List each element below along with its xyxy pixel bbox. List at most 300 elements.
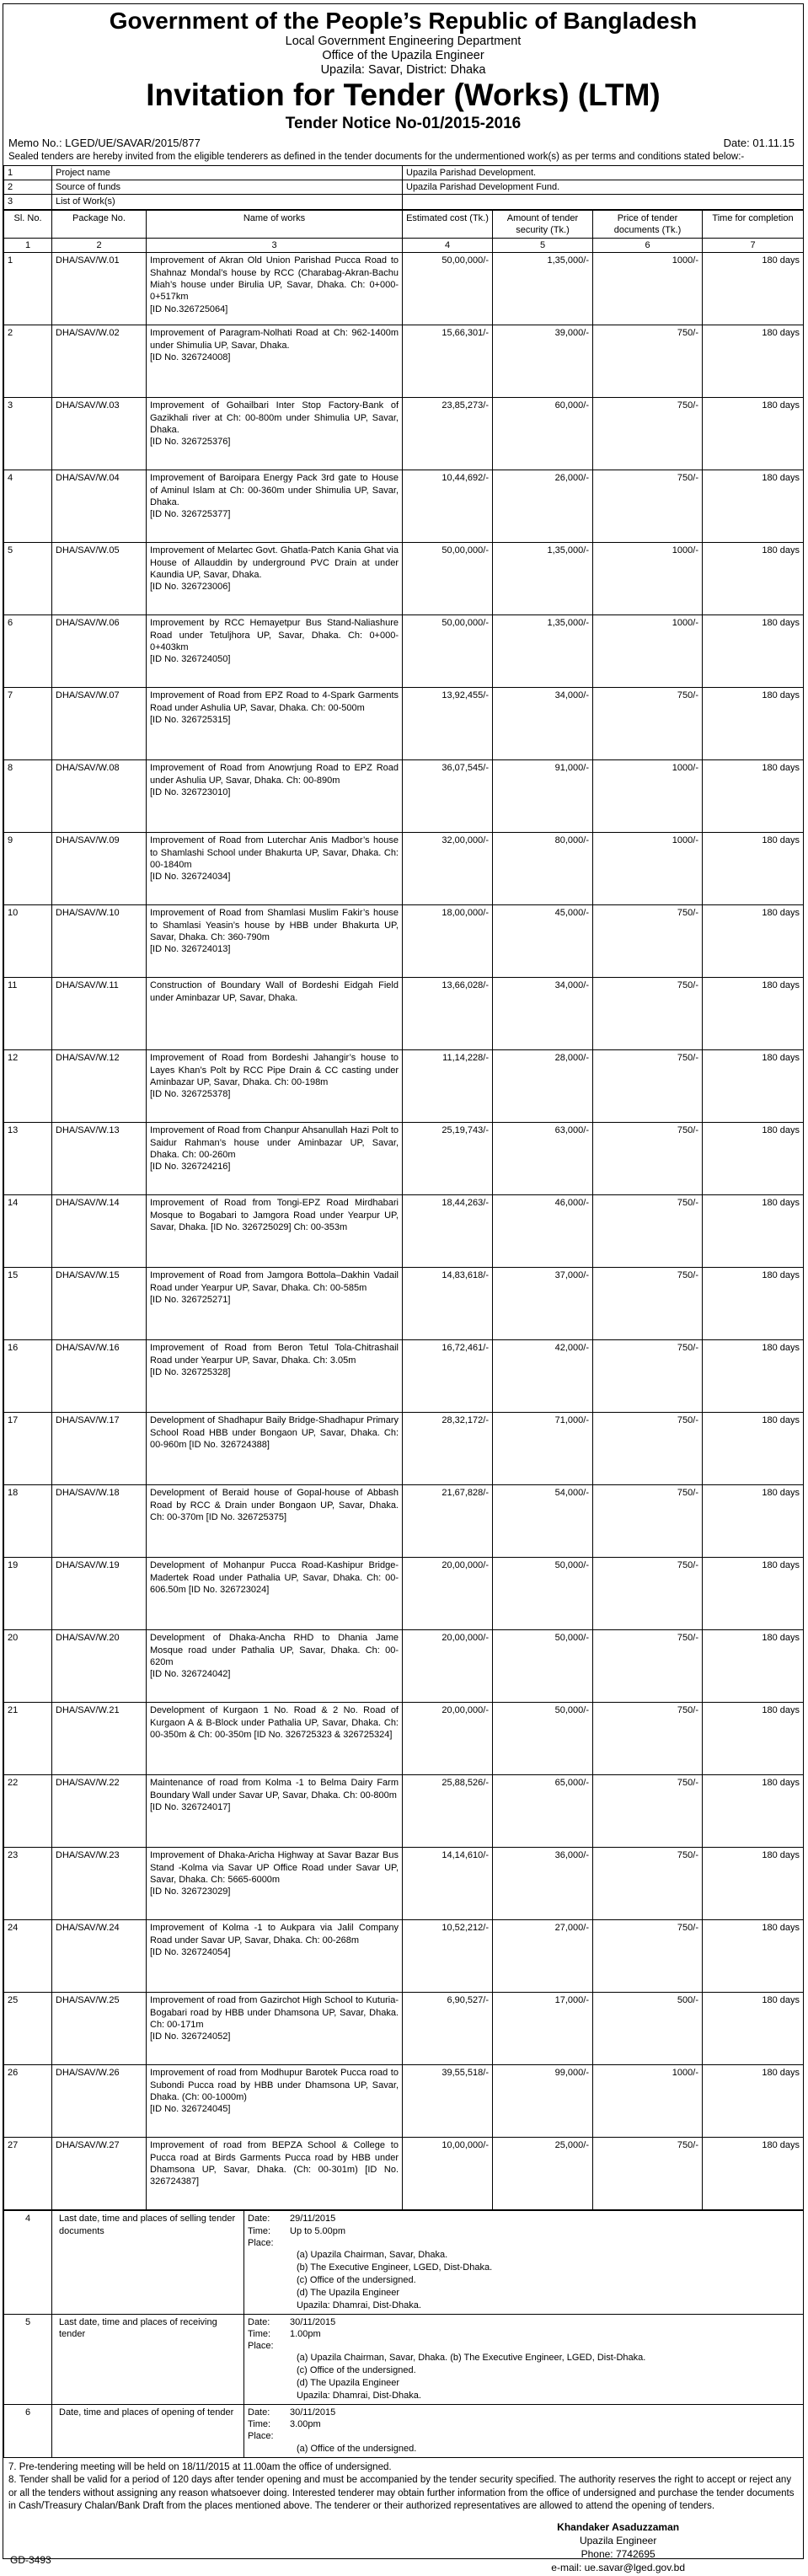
work-name-cell	[147, 1413, 403, 1485]
work-sl: 20	[4, 1630, 52, 1703]
work-id: [ID No. 326725315]	[150, 715, 231, 726]
work-id: [ID No. 326723029]	[150, 1886, 231, 1897]
work-id: [ID No. 326724216]	[150, 1162, 231, 1173]
work-price: 750/-	[593, 978, 703, 1050]
work-cost: 36,07,545/-	[403, 760, 493, 833]
work-name-cell	[147, 2138, 403, 2210]
work-name: Development of Dhaka-Ancha RHD to Dhania Jame Mosque road under Pathalia UP, Savar, Dhaka. Ch: 00-620m	[150, 1633, 399, 1668]
work-name-cell	[147, 1485, 403, 1558]
work-time: 180 days	[703, 978, 804, 1050]
schedule-place-item: (b) The Executive Engineer, LGED, Dist-Dhaka.	[297, 2262, 493, 2273]
work-cost: 18,44,263/-	[403, 1195, 493, 1268]
table-row	[4, 1340, 804, 1413]
work-security: 45,000/-	[493, 905, 593, 978]
work-name: Improvement of road from BEPZA School & College to Pucca road at Birds Garments Pucca road by HBB under Dhamsona UP, Savar, Dhaka. (Ch: 00-301m) [ID No. 326724387]	[150, 2140, 399, 2187]
table-row	[4, 1630, 804, 1703]
work-id: [ID No. 326724013]	[150, 944, 231, 955]
work-cost: 21,67,828/-	[403, 1485, 493, 1558]
signer-email: e-mail: ue.savar@lged.gov.bd	[551, 2562, 685, 2574]
work-time: 180 days	[703, 905, 804, 978]
table-row	[4, 1558, 804, 1630]
work-package: DHA/SAV/W.11	[52, 978, 147, 1050]
work-time: 180 days	[703, 1920, 804, 1993]
work-name: Improvement of Gohailbari Inter Stop Factory-Bank of Gazikhali river at Ch: 00-800m under Shimulia UP, Savar, Dhaka.	[150, 400, 399, 436]
work-name-cell	[147, 1123, 403, 1195]
schedule-date-row	[248, 2213, 800, 2224]
notes	[8, 2461, 798, 2514]
government-title: Government of the People’s Republic of Bangladesh	[109, 8, 698, 34]
work-security: 71,000/-	[493, 1413, 593, 1485]
work-sl: 18	[4, 1485, 52, 1558]
work-sl: 16	[4, 1340, 52, 1413]
schedule-row	[4, 2211, 804, 2314]
work-time: 180 days	[703, 760, 804, 833]
work-name-cell	[147, 1630, 403, 1703]
work-cost: 11,14,228/-	[403, 1050, 493, 1123]
work-name-cell	[147, 1775, 403, 1848]
table-row	[4, 1123, 804, 1195]
work-package: DHA/SAV/W.13	[52, 1123, 147, 1195]
work-cost: 16,72,461/-	[403, 1340, 493, 1413]
work-name: Improvement of Road from Anowrjung Road to EPZ Road under Ashulia UP, Savar, Dhaka. Ch: 00-890m	[150, 763, 399, 786]
work-package: DHA/SAV/W.25	[52, 1993, 147, 2065]
work-package: DHA/SAV/W.02	[52, 325, 147, 398]
work-security: 80,000/-	[493, 833, 593, 905]
work-time: 180 days	[703, 1340, 804, 1413]
table-row	[4, 2138, 804, 2210]
work-name: Improvement of Road from Shamlasi Muslim Fakir’s house to Shamlasi Yeasin’s house by HBB under Bhakurta UP, Savar, Dhaka. Ch: 360-790m	[150, 908, 399, 943]
work-cost: 18,00,000/-	[403, 905, 493, 978]
col-package: Package No.	[52, 210, 147, 239]
work-cost: 50,00,000/-	[403, 253, 493, 325]
schedule-number: 5	[4, 2314, 52, 2404]
work-name: Construction of Boundary Wall of Bordeshi Eidgah Field under Aminbazar UP, Savar, Dhaka.	[150, 980, 399, 1003]
work-price: 750/-	[593, 1195, 703, 1268]
work-sl: 4	[4, 470, 52, 543]
work-package: DHA/SAV/W.17	[52, 1413, 147, 1485]
table-row	[4, 615, 804, 688]
schedule-date-row	[248, 2316, 800, 2328]
footer-code: GD-3493	[10, 2553, 51, 2566]
work-price: 1000/-	[593, 615, 703, 688]
work-price: 750/-	[593, 1558, 703, 1630]
work-sl: 9	[4, 833, 52, 905]
work-price: 1000/-	[593, 253, 703, 325]
work-cost: 6,90,527/-	[403, 1993, 493, 2065]
schedule-number: 6	[4, 2404, 52, 2457]
work-price: 1000/-	[593, 760, 703, 833]
info-number: 2	[4, 180, 52, 194]
work-name-cell	[147, 2065, 403, 2138]
schedule-place-item: (c) Office of the undersigned.	[297, 2365, 416, 2376]
work-name-cell	[147, 905, 403, 978]
work-name: Improvement of Road from Beron Tetul Tola-Chitrashail Road under Yearpur UP, Savar, Dhaka. Ch: 3.05m	[150, 1343, 399, 1366]
work-cost: 20,00,000/-	[403, 1703, 493, 1775]
work-sl: 15	[4, 1268, 52, 1340]
schedule-time-row	[248, 2328, 800, 2340]
work-time: 180 days	[703, 1848, 804, 1920]
schedule-time-row	[248, 2225, 800, 2237]
work-package: DHA/SAV/W.14	[52, 1195, 147, 1268]
work-price: 750/-	[593, 688, 703, 760]
work-name: Development of Mohanpur Pucca Road-Kashipur Bridge-Madertek Road under Pathalia UP, Savar, Dhaka. Ch: 00-606.50m [ID No. 326723024]	[150, 1560, 399, 1596]
work-time: 180 days	[703, 1703, 804, 1775]
table-row	[4, 905, 804, 978]
schedule-time-row	[248, 2418, 800, 2430]
intro-text: Sealed tenders are hereby invited from the eligible tenderers as defined in the tender documents for the undermentioned work(s) as per terms and conditions stated below:-	[8, 151, 745, 162]
work-id: [ID No. 326725271]	[150, 1295, 231, 1306]
work-cost: 14,83,618/-	[403, 1268, 493, 1340]
schedule-date: 29/11/2015	[290, 2214, 336, 2224]
table-row	[4, 1413, 804, 1485]
info-value: Upazila Parishad Development Fund.	[403, 180, 804, 194]
col-cost: Estimated cost (Tk.)	[403, 210, 493, 239]
table-row	[4, 1775, 804, 1848]
work-price: 750/-	[593, 470, 703, 543]
work-name: Improvement of Baroipara Energy Pack 3rd gate to House of Aminul Islam at Ch: 00-360m under Shimulia UP, Savar, Dhaka.	[150, 473, 399, 508]
signature-block	[551, 2520, 685, 2575]
work-package: DHA/SAV/W.01	[52, 253, 147, 325]
work-id: [ID No. 326725378]	[150, 1089, 231, 1100]
department-name: Local Government Engineering Department	[285, 35, 522, 49]
work-name-cell	[147, 1703, 403, 1775]
schedule-place-item: (a) Office of the undersigned.	[297, 2443, 417, 2454]
table-row	[4, 253, 804, 325]
page-title: Invitation for Tender (Works) (LTM)	[146, 78, 661, 113]
work-package: DHA/SAV/W.06	[52, 615, 147, 688]
work-time: 180 days	[703, 1993, 804, 2065]
work-security: 91,000/-	[493, 760, 593, 833]
work-price: 750/-	[593, 1123, 703, 1195]
schedule-place-blank	[290, 2340, 800, 2352]
work-price: 750/-	[593, 1050, 703, 1123]
work-sl: 5	[4, 543, 52, 615]
work-sl: 3	[4, 398, 52, 470]
work-cost: 32,00,000/-	[403, 833, 493, 905]
schedule-places	[248, 2249, 800, 2311]
work-cost: 25,88,526/-	[403, 1775, 493, 1848]
col-number: 6	[593, 239, 703, 253]
work-package: DHA/SAV/W.22	[52, 1775, 147, 1848]
work-sl: 6	[4, 615, 52, 688]
schedule-place-item: (c) Office of the undersigned.	[297, 2275, 416, 2286]
schedule-date: 30/11/2015	[290, 2316, 336, 2327]
work-package: DHA/SAV/W.10	[52, 905, 147, 978]
work-cost: 25,19,743/-	[403, 1123, 493, 1195]
work-time: 180 days	[703, 1195, 804, 1268]
memo-number: Memo No.: LGED/UE/SAVAR/2015/877	[8, 136, 201, 149]
work-sl: 12	[4, 1050, 52, 1123]
work-sl: 22	[4, 1775, 52, 1848]
work-security: 34,000/-	[493, 688, 593, 760]
work-name-cell	[147, 688, 403, 760]
work-name: Improvement of Road from EPZ Road to 4-Spark Garments Road under Ashulia UP, Savar, Dhaka. Ch: 00-500m	[150, 690, 399, 713]
work-time: 180 days	[703, 1268, 804, 1340]
col-name: Name of works	[147, 210, 403, 239]
work-sl: 2	[4, 325, 52, 398]
work-package: DHA/SAV/W.03	[52, 398, 147, 470]
schedule-details	[244, 2404, 804, 2457]
col-time: Time for completion	[703, 210, 804, 239]
work-time: 180 days	[703, 253, 804, 325]
work-id: [ID No. 326724034]	[150, 872, 231, 883]
work-name: Maintenance of road from Kolma -1 to Belma Dairy Farm Boundary Wall under Savar UP, Savar, Dhaka. Ch: 00-800m	[150, 1778, 399, 1801]
schedule-place-item: (a) Upazila Chairman, Savar, Dhaka. (b) The Executive Engineer, LGED, Dist-Dhaka.	[297, 2353, 646, 2364]
work-cost: 39,55,518/-	[403, 2065, 493, 2138]
schedule-row	[4, 2314, 804, 2404]
work-name-cell	[147, 1195, 403, 1268]
work-package: DHA/SAV/W.12	[52, 1050, 147, 1123]
col-number: 5	[493, 239, 593, 253]
work-id: [ID No.326725064]	[150, 303, 228, 314]
info-label: Project name	[52, 165, 403, 180]
office-location: Upazila: Savar, District: Dhaka	[320, 62, 486, 77]
work-name: Development of Kurgaon 1 No. Road & 2 No. Road of Kurgaon A & B-Block under Pathalia UP, Savar, Dhaka. Ch: 00-350m & Ch: 00-350m [ID No. 326725323 & 326725324]	[150, 1705, 399, 1741]
work-security: 37,000/-	[493, 1268, 593, 1340]
col-number: 7	[703, 239, 804, 253]
work-price: 750/-	[593, 1630, 703, 1703]
schedule-place-row	[248, 2430, 800, 2442]
schedule-label: Date, time and places of opening of tender	[52, 2404, 244, 2457]
work-name-cell	[147, 253, 403, 325]
work-name: Improvement by RCC Hemayetpur Bus Stand-Naliashure Road under Tetuljhora UP, Savar, Dhaka. Ch: 0+000-0+403km	[150, 618, 399, 653]
schedule-places	[248, 2352, 800, 2402]
work-package: DHA/SAV/W.08	[52, 760, 147, 833]
work-cost: 13,92,455/-	[403, 688, 493, 760]
work-time: 180 days	[703, 1050, 804, 1123]
work-name-cell	[147, 470, 403, 543]
table-row	[4, 470, 804, 543]
work-security: 1,35,000/-	[493, 615, 593, 688]
work-sl: 26	[4, 2065, 52, 2138]
table-row	[4, 1195, 804, 1268]
work-cost: 50,00,000/-	[403, 543, 493, 615]
table-row	[4, 1703, 804, 1775]
work-price: 750/-	[593, 1268, 703, 1340]
schedule-place-item: (a) Upazila Chairman, Savar, Dhaka.	[297, 2250, 448, 2261]
work-time: 180 days	[703, 2138, 804, 2210]
work-name: Improvement of road from Gazirchot High School to Kuturia- Bogabari road by HBB under Dhamsona UP, Savar, Dhaka. Ch: 00-171m	[150, 1995, 399, 2031]
work-security: 60,000/-	[493, 398, 593, 470]
work-name: Improvement of Road from Jamgora Bottola–Dakhin Vadail Road under Yearpur UP, Savar, Dhaka. Ch: 00-585m	[150, 1270, 399, 1293]
work-sl: 27	[4, 2138, 52, 2210]
work-id: [ID No. 326724052]	[150, 2031, 231, 2042]
col-security: Amount of tender security (Tk.)	[493, 210, 593, 239]
col-sl: Sl. No.	[4, 210, 52, 239]
tender-notice	[3, 3, 804, 2574]
table-row	[4, 978, 804, 1050]
works-header-row	[4, 210, 804, 239]
works-table	[3, 210, 804, 2211]
schedule-date-label: Date:	[248, 2214, 270, 2224]
notice-number: Tender Notice No-01/2015-2016	[285, 114, 522, 132]
work-security: 28,000/-	[493, 1050, 593, 1123]
work-cost: 14,14,610/-	[403, 1848, 493, 1920]
notice-header	[3, 8, 803, 133]
col-number: 2	[52, 239, 147, 253]
work-package: DHA/SAV/W.05	[52, 543, 147, 615]
work-id: [ID No. 326723006]	[150, 582, 231, 593]
work-name: Improvement of Road from Tongi-EPZ Road Mirdhabari Mosque to Bogabari to Jamgora Road under Yearpur UP, Savar, Dhaka. [ID No. 326725029] Ch: 00-353m	[150, 1198, 399, 1233]
work-cost: 20,00,000/-	[403, 1630, 493, 1703]
work-cost: 13,66,028/-	[403, 978, 493, 1050]
work-name-cell	[147, 1340, 403, 1413]
work-id: [ID No. 326724045]	[150, 2104, 231, 2115]
work-time: 180 days	[703, 688, 804, 760]
work-security: 34,000/-	[493, 978, 593, 1050]
work-security: 42,000/-	[493, 1340, 593, 1413]
col-number: 4	[403, 239, 493, 253]
work-price: 750/-	[593, 1485, 703, 1558]
work-name-cell	[147, 1848, 403, 1920]
info-number: 1	[4, 165, 52, 180]
work-id: [ID No. 326724042]	[150, 1669, 231, 1680]
work-name: Improvement of Paragram-Nolhati Road at Ch: 962-1400m under Shimulia UP, Savar, Dhaka.	[150, 328, 399, 351]
schedule-time: 3.00pm	[290, 2419, 321, 2430]
work-time: 180 days	[703, 615, 804, 688]
work-time: 180 days	[703, 398, 804, 470]
work-security: 17,000/-	[493, 1993, 593, 2065]
work-security: 26,000/-	[493, 470, 593, 543]
work-package: DHA/SAV/W.26	[52, 2065, 147, 2138]
work-security: 50,000/-	[493, 1630, 593, 1703]
info-label: Source of funds	[52, 180, 403, 194]
work-time: 180 days	[703, 2065, 804, 2138]
work-time: 180 days	[703, 1123, 804, 1195]
schedule-place-label: Place:	[248, 2238, 274, 2249]
work-price: 750/-	[593, 2138, 703, 2210]
work-id: [ID No. 326724017]	[150, 1802, 231, 1813]
work-name: Improvement of Road from Bordeshi Jahangir’s house to Layes Khan’s Polt by RCC Pipe Drain & CC casting under Aminbazar UP, Savar, Dhaka. Ch: 00-198m	[150, 1053, 399, 1088]
work-sl: 21	[4, 1703, 52, 1775]
work-id: [ID No. 326723010]	[150, 787, 231, 798]
work-sl: 17	[4, 1413, 52, 1485]
table-row	[4, 1485, 804, 1558]
work-sl: 10	[4, 905, 52, 978]
work-name-cell	[147, 615, 403, 688]
work-name: Improvement of Akran Old Union Parishad Pucca Road to Shahnaz Mondal’s house by RCC (Charabag-Akran-Bachu Miah’s house under Birulia UP, Savar, Dhaka. Ch: 0+000-0+517km	[150, 255, 399, 303]
work-package: DHA/SAV/W.19	[52, 1558, 147, 1630]
info-row	[4, 165, 804, 180]
schedule-date-row	[248, 2407, 800, 2418]
work-price: 750/-	[593, 1703, 703, 1775]
work-sl: 7	[4, 688, 52, 760]
info-value: Upazila Parishad Development.	[403, 165, 804, 180]
schedule-label: Last date, time and places of selling tender documents	[52, 2211, 244, 2314]
table-row	[4, 688, 804, 760]
signer-name: Khandaker Asaduzzaman	[557, 2520, 680, 2533]
schedule-time-label: Time:	[248, 2328, 271, 2339]
work-price: 750/-	[593, 1775, 703, 1848]
work-package: DHA/SAV/W.04	[52, 470, 147, 543]
work-sl: 24	[4, 1920, 52, 1993]
schedule-time: 1.00pm	[290, 2328, 321, 2339]
work-package: DHA/SAV/W.07	[52, 688, 147, 760]
work-sl: 8	[4, 760, 52, 833]
work-time: 180 days	[703, 325, 804, 398]
work-id: [ID No. 326725377]	[150, 509, 231, 520]
work-security: 1,35,000/-	[493, 253, 593, 325]
work-name-cell	[147, 543, 403, 615]
work-security: 50,000/-	[493, 1703, 593, 1775]
work-id: [ID No. 326724050]	[150, 654, 231, 665]
schedule-time: Up to 5.00pm	[290, 2225, 346, 2236]
work-name-cell	[147, 1268, 403, 1340]
work-price: 750/-	[593, 905, 703, 978]
schedule-place-item: (d) The Upazila Engineer	[297, 2287, 400, 2298]
table-row	[4, 760, 804, 833]
schedule-time-label: Time:	[248, 2419, 271, 2430]
schedule-place-row	[248, 2340, 800, 2352]
work-name: Improvement of Melartec Govt. Ghatla-Patch Kania Ghat via House of Allauddin by underground PVC Drain at under Kaundia UP, Savar, Dhaka.	[150, 545, 399, 581]
info-number: 3	[4, 195, 52, 209]
schedule-place-label: Place:	[248, 2341, 274, 2352]
work-name-cell	[147, 978, 403, 1050]
work-name: Improvement of road from Modhupur Barotek Pucca road to Subondi Pucca road by HBB under Dhamsona UP, Savar, Dhaka. (Ch: 00-1000m)	[150, 2068, 399, 2103]
schedule-details	[244, 2211, 804, 2314]
work-price: 750/-	[593, 325, 703, 398]
work-id: [ID No. 326724008]	[150, 352, 231, 363]
work-price: 500/-	[593, 1993, 703, 2065]
work-package: DHA/SAV/W.16	[52, 1340, 147, 1413]
col-price: Price of tender documents (Tk.)	[593, 210, 703, 239]
work-package: DHA/SAV/W.18	[52, 1485, 147, 1558]
work-cost: 50,00,000/-	[403, 615, 493, 688]
work-name: Development of Shadhapur Baily Bridge-Shadhapur Primary School Road HBB under Bongaon UP, Savar, Dhaka. Ch: 00-960m [ID No. 326724388]	[150, 1415, 399, 1451]
work-name-cell	[147, 760, 403, 833]
work-cost: 10,44,692/-	[403, 470, 493, 543]
info-row	[4, 195, 804, 209]
office-name: Office of the Upazila Engineer	[322, 48, 484, 62]
work-price: 1000/-	[593, 2065, 703, 2138]
work-sl: 11	[4, 978, 52, 1050]
table-row	[4, 1920, 804, 1993]
work-time: 180 days	[703, 1558, 804, 1630]
schedule-details	[244, 2314, 804, 2404]
table-row	[4, 2065, 804, 2138]
schedule-place-blank	[290, 2430, 800, 2442]
work-time: 180 days	[703, 1413, 804, 1485]
work-name: Improvement of Road from Luterchar Anis Madbor’s house to Shamlashi School under Bhakurta UP, Savar, Dhaka. Ch: 00-1840m	[150, 835, 399, 871]
work-time: 180 days	[703, 1485, 804, 1558]
work-package: DHA/SAV/W.23	[52, 1848, 147, 1920]
work-time: 180 days	[703, 470, 804, 543]
work-price: 750/-	[593, 1848, 703, 1920]
table-row	[4, 1848, 804, 1920]
work-time: 180 days	[703, 543, 804, 615]
schedule-label: Last date, time and places of receiving tender	[52, 2314, 244, 2404]
work-package: DHA/SAV/W.20	[52, 1630, 147, 1703]
work-price: 750/-	[593, 1340, 703, 1413]
work-cost: 23,85,273/-	[403, 398, 493, 470]
table-row	[4, 1993, 804, 2065]
work-security: 99,000/-	[493, 2065, 593, 2138]
work-sl: 13	[4, 1123, 52, 1195]
note-pretender: 7. Pre-tendering meeting will be held on 18/11/2015 at 11.00am the office of undersigned.	[8, 2461, 392, 2472]
schedule-date-label: Date:	[248, 2407, 270, 2418]
work-security: 50,000/-	[493, 1558, 593, 1630]
info-value	[403, 195, 804, 209]
work-security: 36,000/-	[493, 1848, 593, 1920]
schedule-place-item: Upazila: Dhamrai, Dist-Dhaka.	[297, 2390, 421, 2401]
work-sl: 14	[4, 1195, 52, 1268]
info-row	[4, 180, 804, 194]
work-sl: 25	[4, 1993, 52, 2065]
work-name-cell	[147, 1558, 403, 1630]
work-security: 54,000/-	[493, 1485, 593, 1558]
work-price: 1000/-	[593, 543, 703, 615]
work-name: Improvement of Road from Chanpur Ahsanullah Hazi Polt to Saidur Rahman’s house under Aminbazar UP, Savar, Dhaka. Ch: 00-260m	[150, 1125, 399, 1161]
